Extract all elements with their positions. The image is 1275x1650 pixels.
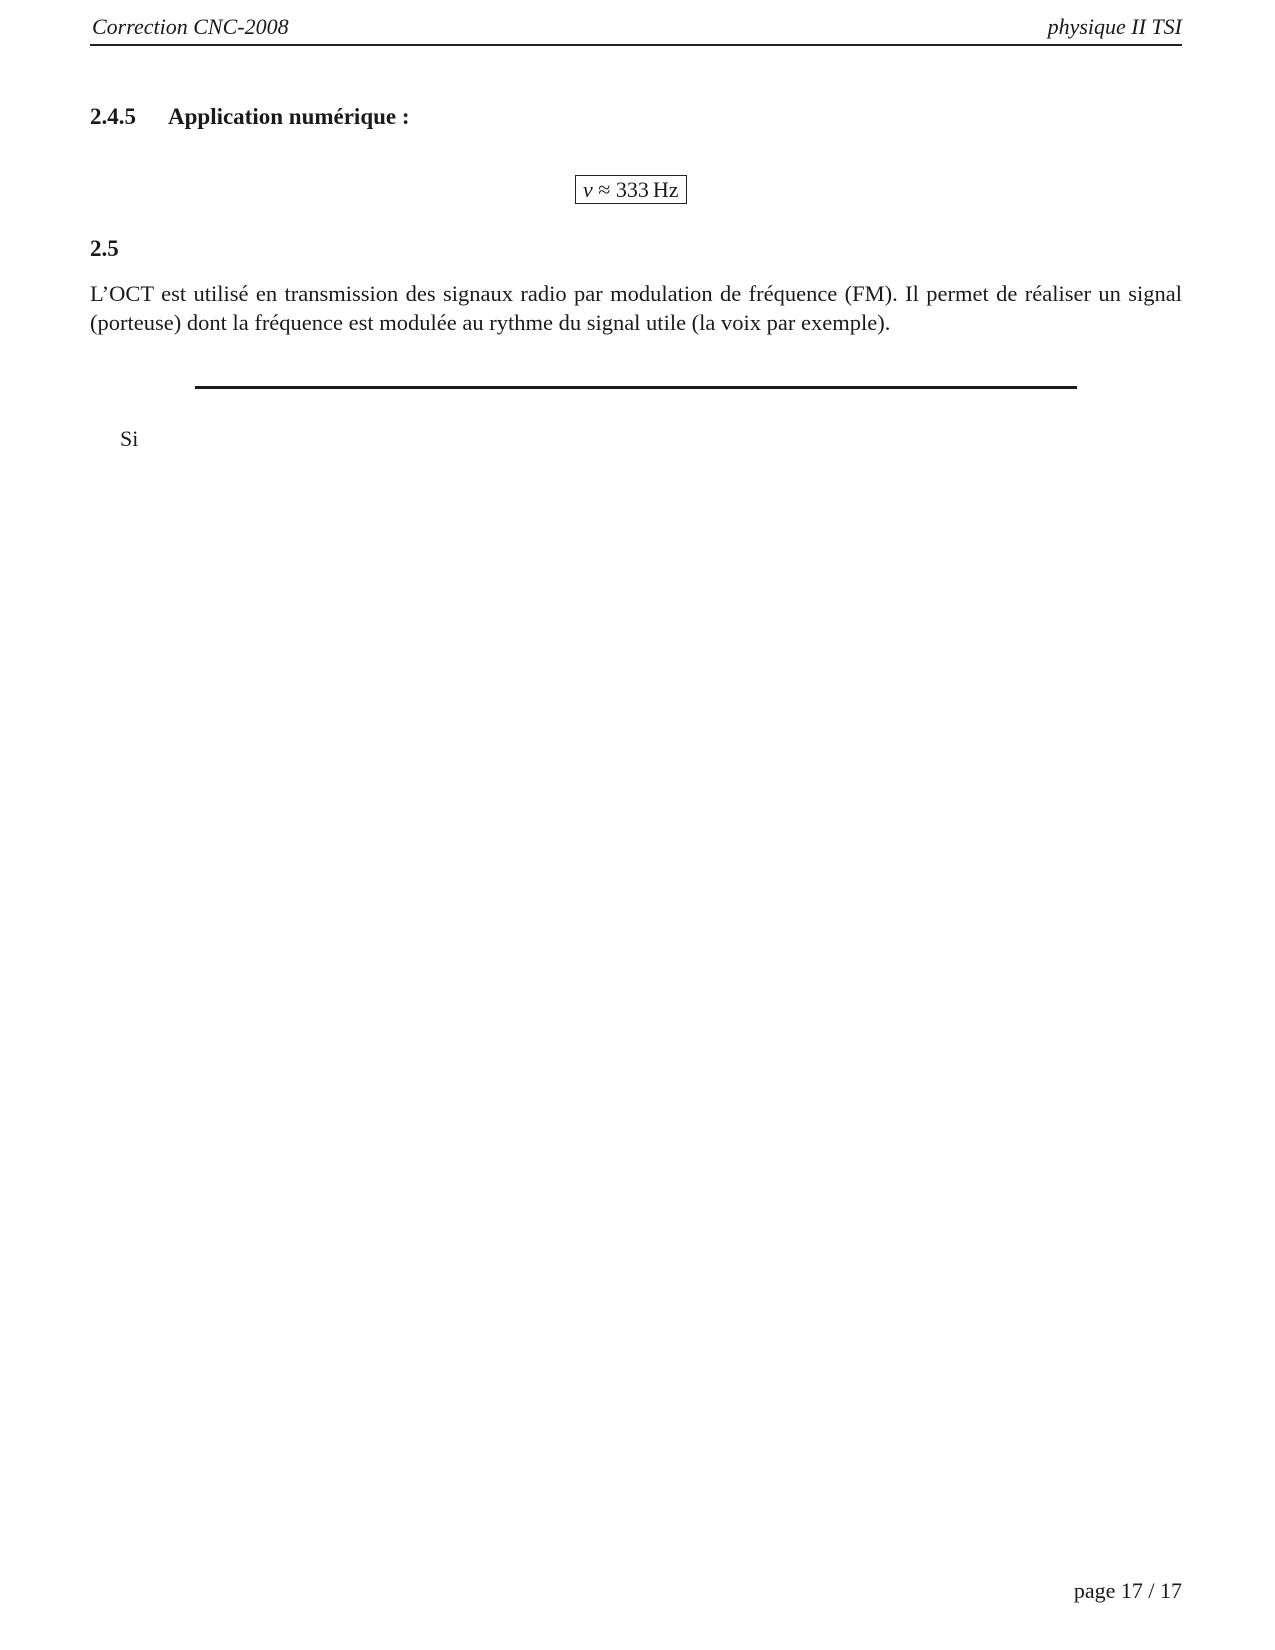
- section-heading: 2.5: [90, 236, 119, 261]
- page-number: page 17 / 17: [1073, 1578, 1182, 1603]
- horizontal-rule: [195, 386, 1077, 389]
- result-variable: ν: [583, 177, 593, 202]
- header-left-title: Correction CNC-2008: [92, 14, 289, 39]
- result-value: 333: [615, 177, 649, 202]
- result-relation: ≈: [598, 177, 611, 202]
- header-right-title: physique II TSI: [1047, 14, 1182, 39]
- running-header: [90, 12, 1182, 46]
- boxed-result: [575, 175, 687, 204]
- subsection-title: Application numérique :: [168, 104, 410, 129]
- result-unit: Hz: [652, 177, 679, 202]
- body-paragraph: L’OCT est utilisé en transmission des signaux radio par modulation de fréquence (FM). Il permet de réaliser un signal (porteuse) dont la fréquence est modulée au rythme du signal utile (la voix par exemple).: [90, 281, 1182, 335]
- subsection-heading: [90, 104, 410, 130]
- signature-text: Si: [120, 426, 139, 451]
- subsection-number: 2.4.5: [90, 104, 136, 129]
